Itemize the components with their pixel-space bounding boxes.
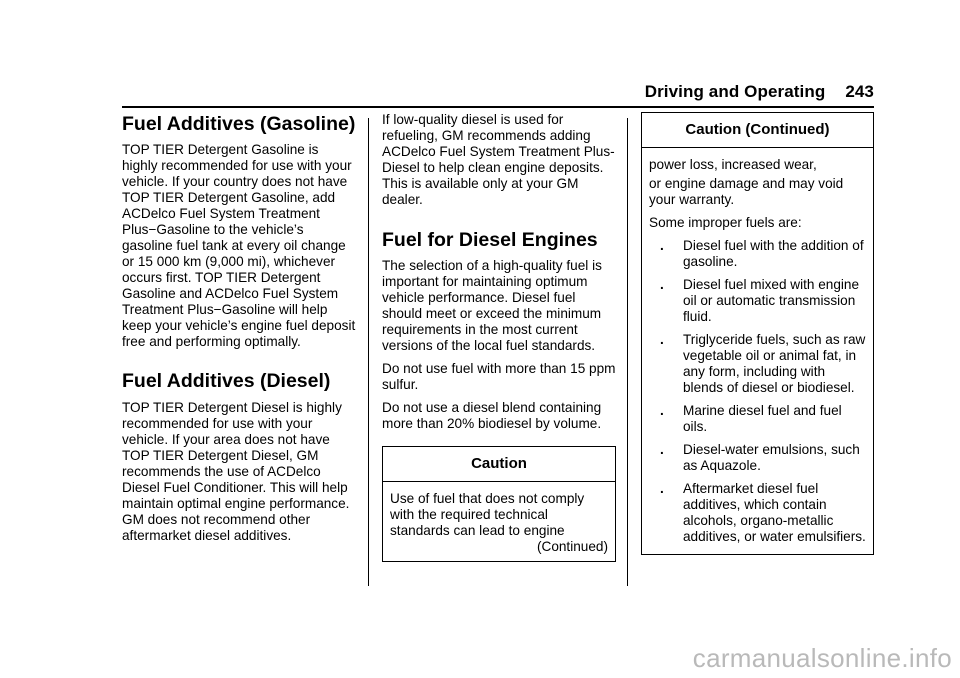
caution-body: [383, 482, 615, 561]
list-item: . Aftermarket diesel fuel additives, which contain alcohols, organo-metallic additives, or water emulsifiers.: [660, 481, 866, 544]
bullet-icon: .: [660, 277, 664, 292]
header-rule: [122, 106, 874, 108]
column-3: [641, 112, 874, 555]
caution-text: Use of fuel that does not comply with the required technical standards can lead to engine: [390, 491, 585, 538]
caution-box: [382, 446, 616, 562]
caution-continued-label: (Continued): [536, 539, 608, 554]
bullet-icon: .: [660, 238, 664, 253]
column-2: [382, 112, 616, 562]
caution-line-1: power loss, increased wear,: [649, 157, 817, 172]
bullet-icon: .: [660, 442, 664, 457]
heading-fuel-additives-diesel: Fuel Additives (Diesel): [122, 370, 331, 392]
bullet-icon: .: [660, 332, 664, 347]
section-title: Driving and Operating: [644, 82, 826, 101]
list-item: . Diesel fuel with the addition of gasoline.: [660, 238, 864, 269]
caution-continued-title: Caution (Continued): [642, 113, 873, 148]
list-item: . Marine diesel fuel and fuel oils.: [660, 403, 842, 434]
heading-fuel-for-diesel-engines: Fuel for Diesel Engines: [382, 229, 598, 251]
paragraph-fuel-selection: The selection of a high-quality fuel is important for maintaining optimum vehicle performance. Diesel fuel should meet or exceed the minimum requirements in the most current versions of the local fuel standards.: [382, 258, 602, 353]
column-1: [122, 112, 356, 544]
paragraph-biodiesel-limit: Do not use a diesel blend containing more than 20% biodiesel by volume.: [382, 400, 602, 431]
paragraph-gasoline-additives: TOP TIER Detergent Gasoline is highly recommended for use with your vehicle. If your country does not have TOP TIER Detergent Gasoline, add ACDelco Fuel System Treatment Plus−Gasoline to the vehicle’s gasoline fuel tank at every oil change or 15 000 km (9,000 mi), whichever occurs first. TOP TIER Detergent Gasoline and ACDelco Fuel System Treatment Plus−Gasoline will help keep your vehicle’s engine fuel deposit free and performing optimally.: [122, 142, 356, 349]
bullet-icon: .: [660, 403, 664, 418]
paragraph-sulfur-limit: Do not use fuel with more than 15 ppm sulfur.: [382, 361, 616, 392]
column-divider-1: [368, 118, 369, 586]
paragraph-low-quality-diesel: If low-quality diesel is used for refueling, GM recommends adding ACDelco Fuel System Treatment Plus-Diesel to help clean engine deposits. This is available only at your GM dealer.: [382, 112, 615, 207]
page-number: 243: [845, 82, 874, 101]
list-item: . Diesel-water emulsions, such as Aquazole.: [660, 442, 860, 473]
list-item: . Triglyceride fuels, such as raw vegetable oil or animal fat, in any form, including with blends of diesel or biodiesel.: [660, 332, 866, 395]
heading-fuel-additives-gasoline: Fuel Additives (Gasoline): [122, 113, 356, 135]
bullet-icon: .: [660, 481, 664, 496]
caution-continued-box: [641, 112, 874, 555]
column-divider-2: [627, 118, 628, 586]
improper-fuels-intro: Some improper fuels are:: [649, 215, 802, 230]
caution-line-2: or engine damage and may void your warranty.: [649, 176, 844, 207]
improper-fuels-list: [649, 238, 866, 545]
list-item: . Diesel fuel mixed with engine oil or automatic transmission fluid.: [660, 277, 860, 324]
caution-continued-body: [642, 148, 873, 554]
watermark: carmanualsonline.info: [692, 643, 952, 673]
caution-title: Caution: [383, 447, 615, 482]
paragraph-diesel-additives: TOP TIER Detergent Diesel is highly recommended for use with your vehicle. If your area does not have TOP TIER Detergent Diesel, GM recommends the use of ACDelco Diesel Fuel Conditioner. This will help maintain optimal engine performance. GM does not recommend other aftermarket diesel additives.: [122, 400, 350, 543]
page-header: [645, 82, 874, 102]
